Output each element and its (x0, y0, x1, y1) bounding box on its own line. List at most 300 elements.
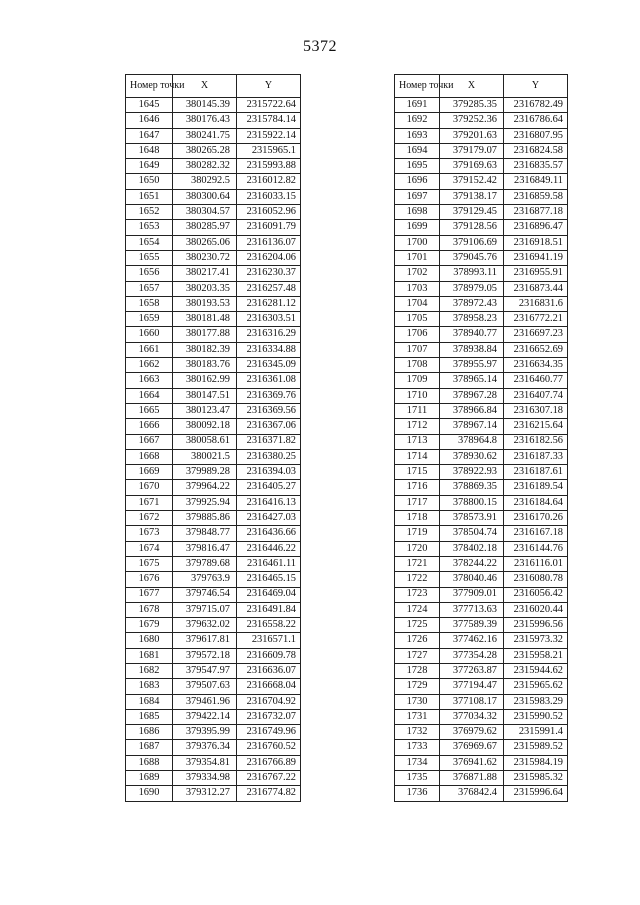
cell-y: 2316918.51 (504, 235, 568, 250)
table-row (126, 342, 301, 357)
table-row (126, 648, 301, 663)
cell-x: 379106.69 (440, 235, 504, 250)
cell-x: 380092.18 (173, 419, 237, 434)
cell-y: 2316316.29 (237, 327, 301, 342)
cell-y: 2315989.52 (504, 740, 568, 755)
cell-y: 2315722.64 (237, 98, 301, 113)
cell-point-number: 1672 (126, 511, 173, 526)
cell-point-number: 1651 (126, 189, 173, 204)
table-row (126, 556, 301, 571)
table-row (126, 480, 301, 495)
cell-point-number: 1666 (126, 419, 173, 434)
table-row (126, 526, 301, 541)
cell-point-number: 1677 (126, 587, 173, 602)
table-row (395, 266, 568, 281)
table-row (395, 98, 568, 113)
table-row (395, 358, 568, 373)
cell-y: 2316849.11 (504, 174, 568, 189)
cell-point-number: 1685 (126, 709, 173, 724)
table-row (126, 663, 301, 678)
cell-x: 380285.97 (173, 220, 237, 235)
cell-x: 380304.57 (173, 205, 237, 220)
cell-y: 2316380.25 (237, 449, 301, 464)
table-row (126, 694, 301, 709)
cell-x: 379848.77 (173, 526, 237, 541)
cell-point-number: 1725 (395, 618, 440, 633)
cell-x: 379507.63 (173, 679, 237, 694)
table-row (395, 174, 568, 189)
cell-point-number: 1703 (395, 281, 440, 296)
cell-point-number: 1675 (126, 556, 173, 571)
cell-point-number: 1687 (126, 740, 173, 755)
cell-y: 2315973.32 (504, 633, 568, 648)
cell-point-number: 1731 (395, 709, 440, 724)
table-row (395, 434, 568, 449)
cell-x: 378979.05 (440, 281, 504, 296)
table-row (395, 541, 568, 556)
cell-y: 2315990.52 (504, 709, 568, 724)
cell-x: 378869.35 (440, 480, 504, 495)
cell-x: 379461.96 (173, 694, 237, 709)
cell-y: 2316760.52 (237, 740, 301, 755)
cell-y: 2315944.62 (504, 663, 568, 678)
table-row (395, 128, 568, 143)
cell-y: 2316371.82 (237, 434, 301, 449)
table-row (395, 725, 568, 740)
table-row (126, 312, 301, 327)
cell-point-number: 1663 (126, 373, 173, 388)
cell-y: 2316281.12 (237, 296, 301, 311)
cell-y: 2316446.22 (237, 541, 301, 556)
cell-x: 379989.28 (173, 465, 237, 480)
table-row (395, 709, 568, 724)
cell-y: 2316460.77 (504, 373, 568, 388)
cell-y: 2316465.15 (237, 572, 301, 587)
cell-y: 2316571.1 (237, 633, 301, 648)
table-row (126, 250, 301, 265)
cell-point-number: 1711 (395, 403, 440, 418)
cell-y: 2316955.91 (504, 266, 568, 281)
cell-point-number: 1728 (395, 663, 440, 678)
table-row (126, 159, 301, 174)
cell-x: 379252.36 (440, 113, 504, 128)
cell-x: 379285.35 (440, 98, 504, 113)
table-row (395, 495, 568, 510)
cell-x: 378938.84 (440, 342, 504, 357)
table-row (126, 449, 301, 464)
cell-x: 378800.15 (440, 495, 504, 510)
cell-y: 2316369.76 (237, 388, 301, 403)
cell-x: 378964.8 (440, 434, 504, 449)
table-row (126, 113, 301, 128)
table-row (395, 663, 568, 678)
cell-point-number: 1713 (395, 434, 440, 449)
table-row (126, 143, 301, 158)
cell-y: 2315958.21 (504, 648, 568, 663)
cell-y: 2316835.57 (504, 159, 568, 174)
cell-y: 2316782.49 (504, 98, 568, 113)
table-row (395, 587, 568, 602)
cell-point-number: 1722 (395, 572, 440, 587)
table-row (395, 143, 568, 158)
cell-x: 380162.99 (173, 373, 237, 388)
cell-y: 2316668.04 (237, 679, 301, 694)
cell-point-number: 1733 (395, 740, 440, 755)
table-row (126, 403, 301, 418)
cell-point-number: 1706 (395, 327, 440, 342)
cell-x: 377354.28 (440, 648, 504, 663)
cell-y: 2316204.06 (237, 250, 301, 265)
table-row (126, 771, 301, 786)
cell-y: 2315984.19 (504, 755, 568, 770)
cell-x: 379179.07 (440, 143, 504, 158)
cell-y: 2315965.1 (237, 143, 301, 158)
table-row (126, 189, 301, 204)
table-row (126, 541, 301, 556)
cell-x: 380182.39 (173, 342, 237, 357)
coordinates-table-left (125, 74, 301, 802)
cell-x: 380147.51 (173, 388, 237, 403)
cell-y: 2316461.11 (237, 556, 301, 571)
cell-x: 380145.39 (173, 98, 237, 113)
cell-y: 2315922.14 (237, 128, 301, 143)
cell-y: 2316345.09 (237, 358, 301, 373)
cell-x: 378402.18 (440, 541, 504, 556)
cell-x: 379169.63 (440, 159, 504, 174)
table-row (395, 113, 568, 128)
cell-point-number: 1716 (395, 480, 440, 495)
table-row (126, 281, 301, 296)
cell-point-number: 1671 (126, 495, 173, 510)
cell-y: 2316182.56 (504, 434, 568, 449)
table-header-row (395, 75, 568, 98)
table-row (395, 220, 568, 235)
cell-y: 2316767.22 (237, 771, 301, 786)
cell-y: 2316634.35 (504, 358, 568, 373)
cell-point-number: 1701 (395, 250, 440, 265)
cell-point-number: 1724 (395, 602, 440, 617)
table-row (395, 327, 568, 342)
cell-y: 2316772.21 (504, 312, 568, 327)
cell-x: 380230.72 (173, 250, 237, 265)
cell-y: 2316307.18 (504, 403, 568, 418)
cell-point-number: 1704 (395, 296, 440, 311)
cell-x: 379632.02 (173, 618, 237, 633)
cell-y: 2316167.18 (504, 526, 568, 541)
cell-point-number: 1715 (395, 465, 440, 480)
table-row (395, 449, 568, 464)
table-row (126, 174, 301, 189)
cell-x: 378244.22 (440, 556, 504, 571)
table-row (395, 556, 568, 571)
table-row (126, 388, 301, 403)
cell-x: 376871.88 (440, 771, 504, 786)
cell-x: 378958.23 (440, 312, 504, 327)
cell-point-number: 1662 (126, 358, 173, 373)
cell-y: 2316257.48 (237, 281, 301, 296)
cell-x: 378955.97 (440, 358, 504, 373)
table-row (126, 572, 301, 587)
cell-y: 2315983.29 (504, 694, 568, 709)
cell-y: 2316033.15 (237, 189, 301, 204)
cell-point-number: 1721 (395, 556, 440, 571)
cell-y: 2316558.22 (237, 618, 301, 633)
cell-y: 2316469.04 (237, 587, 301, 602)
table-row (395, 419, 568, 434)
table-row (126, 358, 301, 373)
cell-x: 378966.84 (440, 403, 504, 418)
header-y: Y (237, 75, 301, 98)
cell-x: 379422.14 (173, 709, 237, 724)
cell-y: 2315996.64 (504, 786, 568, 801)
cell-point-number: 1693 (395, 128, 440, 143)
cell-x: 379312.27 (173, 786, 237, 801)
table-row (395, 189, 568, 204)
table-row (395, 480, 568, 495)
cell-point-number: 1734 (395, 755, 440, 770)
table-row (395, 526, 568, 541)
cell-x: 378930.62 (440, 449, 504, 464)
cell-y: 2316774.82 (237, 786, 301, 801)
cell-y: 2316184.64 (504, 495, 568, 510)
cell-y: 2315993.88 (237, 159, 301, 174)
cell-y: 2316807.95 (504, 128, 568, 143)
cell-x: 380265.06 (173, 235, 237, 250)
cell-x: 380021.5 (173, 449, 237, 464)
cell-point-number: 1699 (395, 220, 440, 235)
cell-y: 2316367.06 (237, 419, 301, 434)
cell-y: 2316052.96 (237, 205, 301, 220)
cell-x: 379925.94 (173, 495, 237, 510)
table-row (395, 602, 568, 617)
table-row (395, 296, 568, 311)
header-x: X (173, 75, 237, 98)
cell-x: 378922.93 (440, 465, 504, 480)
cell-point-number: 1658 (126, 296, 173, 311)
cell-x: 377713.63 (440, 602, 504, 617)
cell-x: 379129.45 (440, 205, 504, 220)
cell-x: 380241.75 (173, 128, 237, 143)
cell-point-number: 1648 (126, 143, 173, 158)
cell-y: 2316144.76 (504, 541, 568, 556)
cell-y: 2316896.47 (504, 220, 568, 235)
cell-x: 379395.99 (173, 725, 237, 740)
cell-point-number: 1684 (126, 694, 173, 709)
table-row (126, 633, 301, 648)
cell-y: 2316877.18 (504, 205, 568, 220)
cell-y: 2316170.26 (504, 511, 568, 526)
table-row (126, 373, 301, 388)
table-row (395, 633, 568, 648)
cell-point-number: 1668 (126, 449, 173, 464)
cell-y: 2316056.42 (504, 587, 568, 602)
cell-point-number: 1681 (126, 648, 173, 663)
cell-x: 378940.77 (440, 327, 504, 342)
table-row (126, 511, 301, 526)
cell-y: 2316215.64 (504, 419, 568, 434)
cell-y: 2316303.51 (237, 312, 301, 327)
cell-x: 377909.01 (440, 587, 504, 602)
cell-x: 379617.81 (173, 633, 237, 648)
table-row (126, 98, 301, 113)
cell-x: 379138.17 (440, 189, 504, 204)
cell-y: 2316416.13 (237, 495, 301, 510)
header-point-number: Номер точки (126, 75, 173, 98)
cell-y: 2315991.4 (504, 725, 568, 740)
cell-x: 378965.14 (440, 373, 504, 388)
cell-point-number: 1705 (395, 312, 440, 327)
table-row (395, 572, 568, 587)
coordinates-table-right (394, 74, 568, 802)
cell-point-number: 1735 (395, 771, 440, 786)
cell-y: 2315996.56 (504, 618, 568, 633)
table-row (395, 250, 568, 265)
cell-point-number: 1682 (126, 663, 173, 678)
cell-y: 2316187.61 (504, 465, 568, 480)
cell-point-number: 1669 (126, 465, 173, 480)
table-row (395, 511, 568, 526)
table-row (126, 235, 301, 250)
cell-point-number: 1665 (126, 403, 173, 418)
cell-x: 380292.5 (173, 174, 237, 189)
cell-x: 378967.14 (440, 419, 504, 434)
cell-x: 379045.76 (440, 250, 504, 265)
cell-y: 2316361.08 (237, 373, 301, 388)
table-row (126, 725, 301, 740)
cell-x: 378967.28 (440, 388, 504, 403)
cell-y: 2316941.19 (504, 250, 568, 265)
cell-point-number: 1670 (126, 480, 173, 495)
table-row (126, 128, 301, 143)
cell-point-number: 1719 (395, 526, 440, 541)
cell-x: 380123.47 (173, 403, 237, 418)
cell-point-number: 1655 (126, 250, 173, 265)
cell-x: 380217.41 (173, 266, 237, 281)
cell-x: 379152.42 (440, 174, 504, 189)
cell-x: 378972.43 (440, 296, 504, 311)
cell-y: 2316491.84 (237, 602, 301, 617)
cell-point-number: 1659 (126, 312, 173, 327)
cell-point-number: 1680 (126, 633, 173, 648)
cell-point-number: 1726 (395, 633, 440, 648)
cell-y: 2315784.14 (237, 113, 301, 128)
cell-y: 2316609.78 (237, 648, 301, 663)
cell-point-number: 1730 (395, 694, 440, 709)
cell-y: 2316394.03 (237, 465, 301, 480)
cell-y: 2316080.78 (504, 572, 568, 587)
table-row (395, 159, 568, 174)
cell-y: 2316732.07 (237, 709, 301, 724)
cell-y: 2316427.03 (237, 511, 301, 526)
table-row (395, 205, 568, 220)
cell-point-number: 1679 (126, 618, 173, 633)
cell-point-number: 1692 (395, 113, 440, 128)
table-row (126, 419, 301, 434)
cell-y: 2316407.74 (504, 388, 568, 403)
cell-x: 379572.18 (173, 648, 237, 663)
table-row (395, 281, 568, 296)
cell-x: 379789.68 (173, 556, 237, 571)
cell-point-number: 1690 (126, 786, 173, 801)
cell-x: 380183.76 (173, 358, 237, 373)
cell-point-number: 1720 (395, 541, 440, 556)
cell-x: 379334.98 (173, 771, 237, 786)
cell-y: 2316230.37 (237, 266, 301, 281)
cell-y: 2316116.01 (504, 556, 568, 571)
cell-x: 376842.4 (440, 786, 504, 801)
table-row (395, 235, 568, 250)
table-row (395, 740, 568, 755)
cell-y: 2316766.89 (237, 755, 301, 770)
cell-x: 379128.56 (440, 220, 504, 235)
header-x: X (440, 75, 504, 98)
table-row (395, 388, 568, 403)
table-row (126, 465, 301, 480)
cell-x: 379746.54 (173, 587, 237, 602)
table-row (395, 755, 568, 770)
cell-y: 2316189.54 (504, 480, 568, 495)
cell-x: 380203.35 (173, 281, 237, 296)
table-row (126, 786, 301, 801)
cell-point-number: 1712 (395, 419, 440, 434)
cell-x: 376941.62 (440, 755, 504, 770)
cell-x: 378040.46 (440, 572, 504, 587)
table-row (126, 587, 301, 602)
cell-point-number: 1676 (126, 572, 173, 587)
cell-point-number: 1694 (395, 143, 440, 158)
cell-x: 379964.22 (173, 480, 237, 495)
cell-point-number: 1707 (395, 342, 440, 357)
cell-x: 378573.91 (440, 511, 504, 526)
cell-point-number: 1718 (395, 511, 440, 526)
cell-y: 2315965.62 (504, 679, 568, 694)
cell-point-number: 1689 (126, 771, 173, 786)
table-row (395, 618, 568, 633)
table-row (395, 679, 568, 694)
cell-x: 378993.11 (440, 266, 504, 281)
cell-point-number: 1645 (126, 98, 173, 113)
cell-x: 379547.97 (173, 663, 237, 678)
cell-point-number: 1691 (395, 98, 440, 113)
table-row (126, 205, 301, 220)
cell-y: 2316012.82 (237, 174, 301, 189)
cell-point-number: 1732 (395, 725, 440, 740)
cell-x: 377194.47 (440, 679, 504, 694)
table-header-row (126, 75, 301, 98)
table-row (395, 465, 568, 480)
cell-point-number: 1702 (395, 266, 440, 281)
cell-point-number: 1654 (126, 235, 173, 250)
cell-point-number: 1697 (395, 189, 440, 204)
cell-point-number: 1714 (395, 449, 440, 464)
cell-point-number: 1667 (126, 434, 173, 449)
cell-x: 380282.32 (173, 159, 237, 174)
cell-y: 2316873.44 (504, 281, 568, 296)
cell-y: 2316334.88 (237, 342, 301, 357)
cell-point-number: 1736 (395, 786, 440, 801)
table-row (126, 755, 301, 770)
cell-y: 2315985.32 (504, 771, 568, 786)
cell-y: 2316704.92 (237, 694, 301, 709)
cell-point-number: 1660 (126, 327, 173, 342)
table-row (126, 220, 301, 235)
cell-x: 377589.39 (440, 618, 504, 633)
cell-point-number: 1649 (126, 159, 173, 174)
cell-point-number: 1653 (126, 220, 173, 235)
cell-x: 380181.48 (173, 312, 237, 327)
cell-x: 380265.28 (173, 143, 237, 158)
cell-point-number: 1723 (395, 587, 440, 602)
